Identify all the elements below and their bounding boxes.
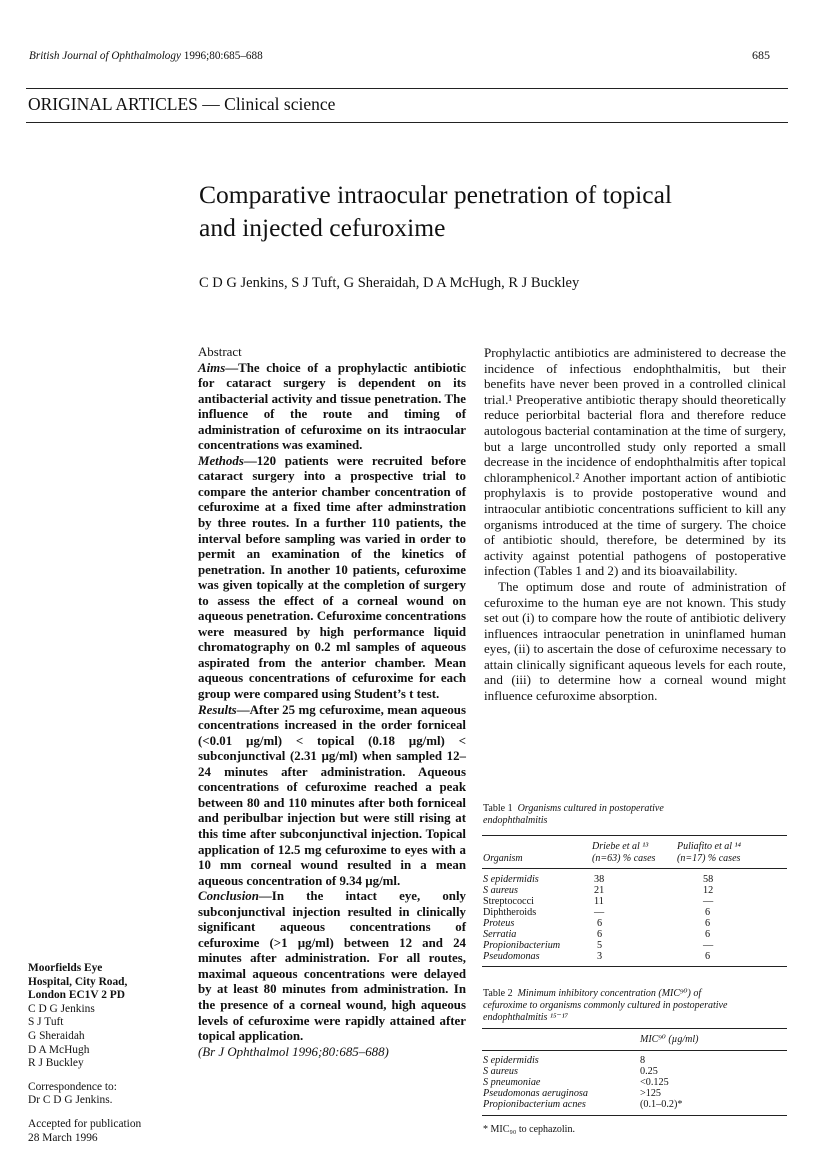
methods-label: Methods bbox=[198, 453, 244, 468]
table1-row-driebe: 6 bbox=[597, 929, 603, 940]
journal-citation-header bbox=[29, 50, 263, 62]
table2-caption bbox=[483, 988, 787, 1024]
section-rule-bottom bbox=[26, 122, 788, 123]
table2-caption-line2: cefuroxime to organisms commonly cultured in postoperative bbox=[483, 1000, 728, 1011]
page-number: 685 bbox=[752, 48, 770, 62]
table1-caption-line1: Organisms cultured in postoperative bbox=[517, 803, 664, 814]
table1-row-puliafito: 6 bbox=[705, 951, 711, 962]
table2-row-organism: S epidermidis bbox=[483, 1055, 539, 1066]
table1-row-organism: Diphtheroids bbox=[483, 907, 537, 918]
table2-row-organism: Pseudomonas aeruginosa bbox=[483, 1088, 588, 1099]
table1-row-driebe: 11 bbox=[594, 896, 604, 907]
title-line-2: and injected cefuroxime bbox=[199, 213, 446, 242]
abstract-results bbox=[198, 703, 466, 890]
table1-row-puliafito: — bbox=[703, 940, 714, 951]
spacer bbox=[28, 1108, 193, 1118]
table2-row-mic: 8 bbox=[640, 1055, 646, 1066]
abstract-heading: Abstract bbox=[198, 345, 242, 359]
table2-header-rule bbox=[482, 1050, 787, 1051]
table1-row-puliafito: 6 bbox=[705, 907, 711, 918]
table1-bottom-rule bbox=[482, 966, 787, 967]
body-paragraph-2: The optimum dose and route of administration of cefuroxime to the human eye are not known. This study set out (i) to compare how the route of antibiotic delivery influences intraocular penetration in uninflamed human eyes, (ii) to ascertain the dose of cefuroxime necessary to attain clinically significant aqueous levels for each route, and (iii) to determine how a corneal wound might influence cefuroxime absorption. bbox=[484, 578, 786, 704]
abstract-conclusion bbox=[198, 889, 466, 1044]
address-line: Moorfields Eye bbox=[28, 962, 103, 974]
table1-row-puliafito: — bbox=[703, 896, 714, 907]
abstract-methods bbox=[198, 454, 466, 703]
journal-name: British Journal of Ophthalmology bbox=[29, 50, 181, 62]
table1-col-puliafito-line1: Puliafito et al ¹⁴ bbox=[677, 841, 741, 852]
table1-row-organism: S epidermidis bbox=[483, 874, 539, 885]
article-title bbox=[199, 178, 779, 244]
affiliated-author: R J Buckley bbox=[28, 1057, 84, 1070]
accepted-date: 28 March 1996 bbox=[28, 1131, 98, 1144]
abstract-citation: (Br J Ophthalmol 1996;80:685–688) bbox=[198, 1044, 389, 1059]
table2-row-organism: Propionibacterium acnes bbox=[483, 1099, 586, 1110]
methods-text: —120 patients were recruited before cataract surgery into a prospective trial to compare the anterior chamber concentration of cefuroxime at a fixed time after adminstration by three routes. In a further 110 patients, the interval before sampling was varied in order to permit an examination of the kinetics of penetration. In another 10 patients, cefuroxime was given topically at the completion of surgery to assess the effect of a corneal wound on aqueous penetration. Cefuroxime concentrations were measured by high performance liquid chromatography on 0.2 ml samples of aqueous aspirated from the anterior chamber. Mean aqueous concentrations of cefuroxime for each group were compared using Student’s t test. bbox=[198, 453, 466, 702]
table1-row-driebe: 3 bbox=[597, 951, 603, 962]
address-line: Hospital, City Road, bbox=[28, 975, 128, 988]
spacer bbox=[28, 1071, 193, 1081]
table1-row-organism: Streptococci bbox=[483, 896, 534, 907]
table1-row-organism: S aureus bbox=[483, 885, 518, 896]
affiliation-block bbox=[28, 962, 193, 1145]
aims-text: —The choice of a prophylactic antibiotic for cataract surgery is dependent on its antibacterial activity and tissue penetration. The influence of the route and timing of administration of cefuroxime on its intraocular concentrations was examined. bbox=[198, 360, 466, 453]
table1-row-puliafito: 58 bbox=[703, 874, 714, 885]
table2-label: Table 2 bbox=[483, 988, 513, 999]
table2-row-mic: <0.125 bbox=[640, 1077, 669, 1088]
results-label: Results bbox=[198, 702, 237, 717]
abstract bbox=[198, 345, 466, 1060]
table1-caption-line2: endophthalmitis bbox=[483, 815, 548, 826]
affiliated-author: S J Tuft bbox=[28, 1016, 64, 1029]
table2-footnote: * MIC₉₀ to cephazolin. bbox=[483, 1124, 575, 1135]
aims-label: Aims bbox=[198, 360, 226, 375]
table1-row-puliafito: 12 bbox=[703, 885, 714, 896]
table1-row-driebe: 6 bbox=[597, 918, 603, 929]
conclusion-label: Conclusion bbox=[198, 889, 259, 904]
table1-row-driebe: — bbox=[594, 907, 605, 918]
table2-top-rule bbox=[482, 1028, 787, 1029]
results-text: —After 25 mg cefuroxime, mean aqueous concentrations increased in the order forniceal (<0.01 µg/ml) < topical (0.18 µg/ml) < subconjunctival (2.31 µg/ml) when sampled 12–24 minutes after administration. Aqueous concentrations of cefuroxime reached a peak between 80 and 110 minutes after both forniceal and peribulbar injection but were still rising at this time after subconjunctival injection. Topical application of 12.5 mg cefuroxime to eyes with a 10 mm corneal wound resulted in a mean aqueous concentration of 9.34 µg/ml. bbox=[198, 702, 466, 888]
table1-header-rule bbox=[482, 868, 787, 869]
table1-row-organism: Serratia bbox=[483, 929, 517, 940]
body-paragraph-1: Prophylactic antibiotics are administered to decrease the incidence of infectious endophthalmitis, but their benefits have never been proved in a controlled clinical trial.¹ Preoperative antibiotic therapy should theoretically reduce periorbital bacterial flora and therefore reduce autologous bacterial contamination at the time of surgery, but a large uncontrolled study only reported a small decrease in the incidence of endophthalmitis after topical chloramphenicol.² Another important action of antibiotic prophylaxis is to provide postoperative wound and intraocular antibiotic concentrations sufficient to kill any organisms introduced at the time of surgery. The choice of antibiotic should, therefore, be determined by its activity against potential pathogens of postoperative infection (Tables 1 and 2) and its bioavailability. bbox=[484, 345, 786, 579]
abstract-aims bbox=[198, 361, 466, 454]
table1-row-puliafito: 6 bbox=[705, 929, 711, 940]
table1-label: Table 1 bbox=[483, 803, 513, 814]
table1-row-organism: Proteus bbox=[483, 918, 515, 929]
table2-caption-line3: endophthalmitis ¹⁵⁻¹⁷ bbox=[483, 1012, 569, 1023]
introduction-text bbox=[484, 345, 786, 704]
section-rule-top bbox=[26, 88, 788, 89]
affiliated-author: C D G Jenkins bbox=[28, 1002, 95, 1015]
table2-row-mic: 0.25 bbox=[640, 1066, 658, 1077]
author-list: C D G Jenkins, S J Tuft, G Sheraidah, D A McHugh, R J Buckley bbox=[199, 275, 580, 291]
table1-col-puliafito-line2: (n=17) % cases bbox=[677, 853, 741, 864]
table2-row-organism: S aureus bbox=[483, 1066, 518, 1077]
accepted-label: Accepted for publication bbox=[28, 1117, 142, 1130]
table2-row-organism: S pneumoniae bbox=[483, 1077, 541, 1088]
title-line-1: Comparative intraocular penetration of topical bbox=[199, 180, 672, 209]
correspondence-label: Correspondence to: bbox=[28, 1080, 117, 1093]
table2-row-mic: >125 bbox=[640, 1088, 662, 1099]
table1-col-organism: Organism bbox=[483, 853, 523, 864]
address-line: London EC1V 2 PD bbox=[28, 989, 125, 1002]
section-heading: ORIGINAL ARTICLES — Clinical science bbox=[28, 94, 336, 114]
table1-row-driebe: 5 bbox=[597, 940, 603, 951]
table1-row-organism: Pseudomonas bbox=[483, 951, 540, 962]
affiliated-author: G Sheraidah bbox=[28, 1029, 85, 1042]
table1-caption bbox=[483, 803, 783, 827]
table1-col-puliafito bbox=[677, 841, 741, 865]
table2-bottom-rule bbox=[482, 1115, 787, 1116]
table1-col-driebe-line1: Driebe et al ¹³ bbox=[592, 841, 649, 852]
affiliated-author: D A McHugh bbox=[28, 1043, 90, 1056]
table1-top-rule bbox=[482, 835, 787, 836]
table2-caption-line1: Minimum inhibitory concentration (MIC⁹⁰) of bbox=[517, 988, 702, 999]
journal-year-volume: 1996;80:685–688 bbox=[183, 50, 263, 62]
table1-row-organism: Propionibacterium bbox=[483, 940, 561, 951]
conclusion-text: —In the intact eye, only subconjunctival injection resulted in clinically significant aqueous concentrations of cefuroxime (>1 µg/ml) between 12 and 24 minutes after administration. For all routes, maximal aqueous concentrations were delayed by at least 80 minutes from administration. In the presence of a corneal wound, high aqueous levels of cefuroxime were rapidly attained after topical application. bbox=[198, 889, 466, 1044]
table1-row-driebe: 38 bbox=[594, 874, 605, 885]
table1-row-puliafito: 6 bbox=[705, 918, 711, 929]
table1-col-driebe-line2: (n=63) % cases bbox=[592, 853, 656, 864]
table1-row-driebe: 21 bbox=[594, 885, 605, 896]
correspondence-name: Dr C D G Jenkins. bbox=[28, 1094, 113, 1107]
table2-row-mic: (0.1–0.2)* bbox=[640, 1099, 683, 1110]
table2-col-mic: MIC⁹⁰ (µg/ml) bbox=[640, 1034, 699, 1045]
table1-col-driebe bbox=[592, 841, 655, 865]
